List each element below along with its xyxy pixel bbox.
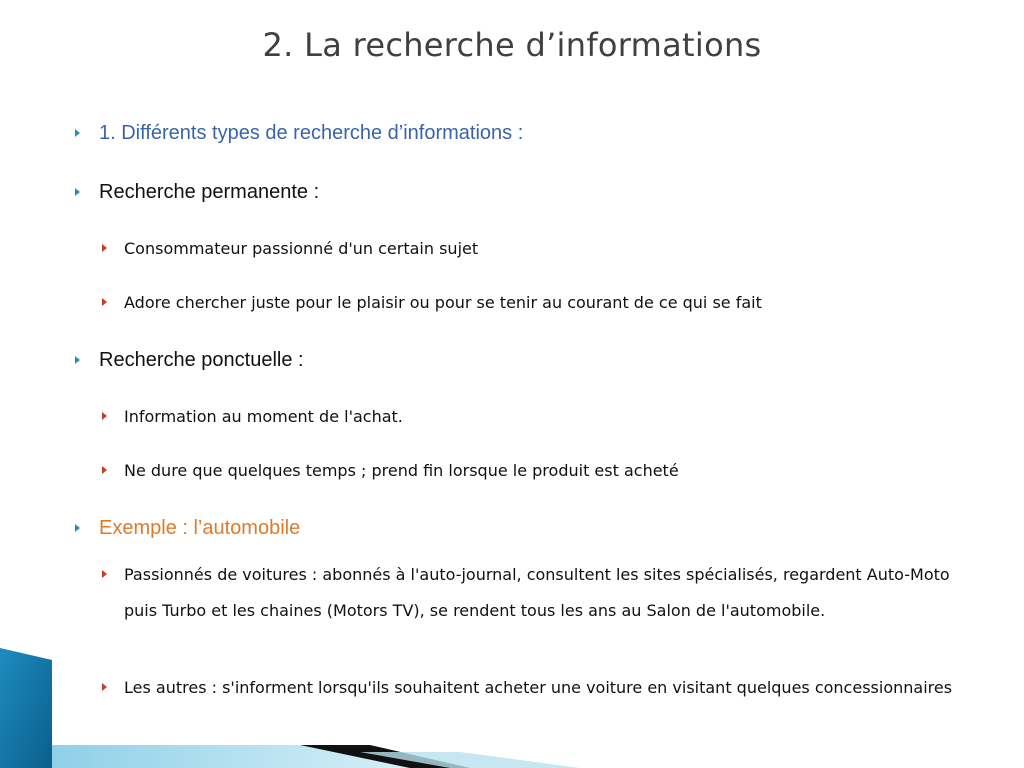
bullet-arrow-icon: [75, 129, 80, 137]
sub-bullet-arrow-icon: [102, 570, 107, 578]
sub-bullet-text: Consommateur passionné d'un certain sujet: [124, 239, 479, 258]
bullet-recherche-ponctuelle: [75, 349, 304, 372]
sub-bullet-les-autres: [102, 670, 982, 706]
bullet-exemple-automobile: [75, 517, 300, 540]
sub-bullet-arrow-icon: [102, 466, 107, 474]
black-band-shape: [300, 745, 470, 768]
sub-bullet-arrow-icon: [102, 244, 107, 252]
sub-bullet-text: Les autres : s'informent lorsqu'ils souhaitent acheter une voiture en visitant quelques concessionnaires: [124, 678, 953, 697]
bullet-text: 1. Différents types de recherche d’informations :: [99, 122, 524, 144]
sub-bullet-arrow-icon: [102, 298, 107, 306]
bullet-types-recherche: [75, 122, 523, 145]
bullet-arrow-icon: [75, 356, 80, 364]
bullet-text: Recherche ponctuelle :: [99, 349, 304, 371]
bullet-arrow-icon: [75, 188, 80, 196]
bullet-text: Recherche permanente :: [99, 181, 320, 203]
sub-bullet-arrow-icon: [102, 683, 107, 691]
bullet-recherche-permanente: [75, 181, 319, 204]
bullet-arrow-icon: [75, 524, 80, 532]
blue-wedge-shape: [0, 648, 52, 768]
pale-band-shape: [360, 752, 580, 768]
sub-bullet-information-achat: [102, 399, 403, 435]
sub-bullet-consommateur: [102, 231, 478, 267]
bullet-text: Exemple : l’automobile: [99, 517, 301, 539]
sub-bullet-text: Information au moment de l'achat.: [124, 407, 403, 426]
sub-bullet-text: Ne dure que quelques temps ; prend fin lorsque le produit est acheté: [124, 461, 679, 480]
light-blue-band-shape: [52, 745, 420, 768]
sub-bullet-text: Passionnés de voitures : abonnés à l'auto-journal, consultent les sites spécialisés, regardent Auto-Moto puis Turbo et les chaines (Motors TV), se rendent tous les ans au Salon de l'automobile.: [124, 565, 950, 620]
sub-bullet-passionnes: [102, 557, 982, 629]
sub-bullet-text: Adore chercher juste pour le plaisir ou pour se tenir au courant de ce qui se fait: [124, 293, 762, 312]
sub-bullet-adore-chercher: [102, 285, 762, 321]
sub-bullet-arrow-icon: [102, 412, 107, 420]
sub-bullet-ne-dure: [102, 453, 679, 489]
slide-title: 2. La recherche d’informations: [262, 26, 762, 64]
